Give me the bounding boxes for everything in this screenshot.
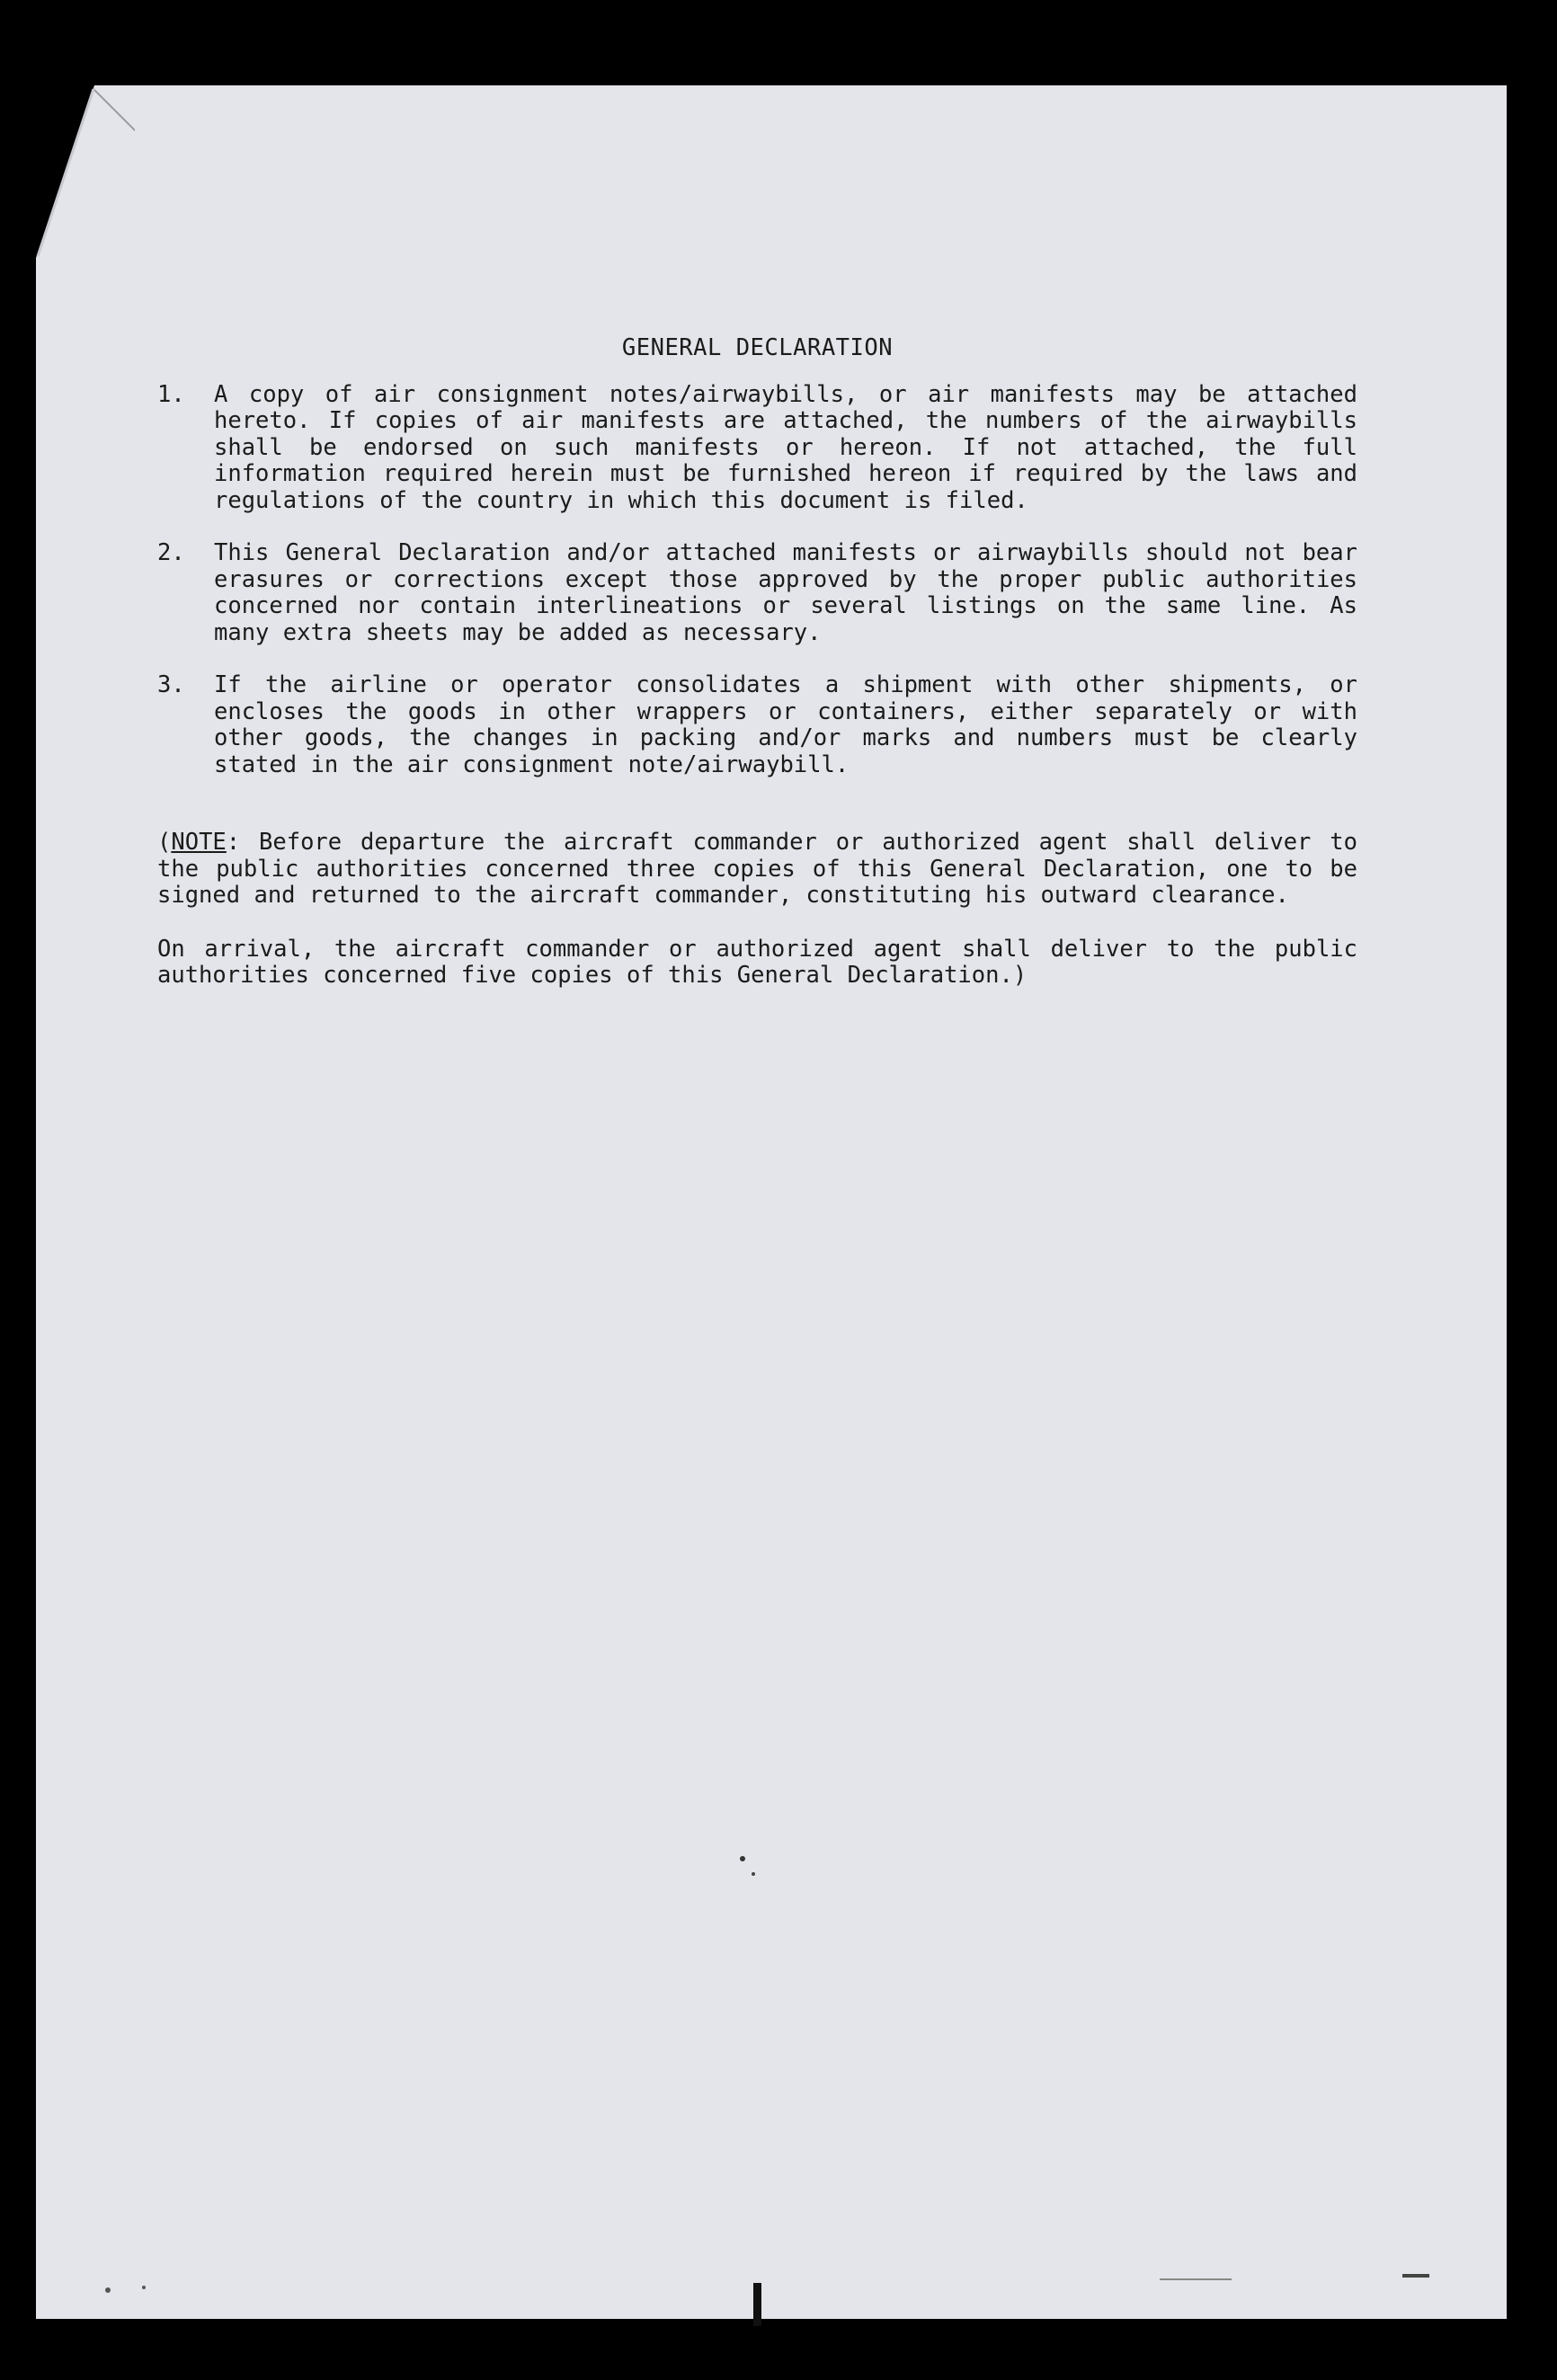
item-text: A copy of air consignment notes/airwaybills, or air manifests may be attached hereto. If copies of air manifests are attached, the numbers of the airwaybills shall be endorsed on such manifests or hereon. If not attached, the full information required herein must be furnished hereon if required by the laws and regulations of the country in which this document is filed. [214,380,1357,514]
document-title: GENERAL DECLARATION [621,334,894,361]
note-open-paren: ( [157,829,172,856]
item-text: If the airline or operator consolidates a shipment with other shipments, or encloses the goods in other wrappers or containers, either separately or with other goods, the changes in packing and/or marks and numbers must be clearly stated in the air consignment note/airwaybill. [214,671,1357,778]
note-text: Before departure the aircraft commander or authorized agent shall deliver to the public authorities concerned three copies of this General Declaration, one to be signed and returned to the aircraft commander, constituting his outward clearance. [157,829,1357,909]
note-colon: : [226,829,241,856]
item-number: 3. [157,671,185,698]
item-number: 2. [157,539,185,566]
item-number: 1. [157,380,185,408]
note-label: NOTE [171,829,227,856]
item-text: This General Declaration and/or attached manifests or airwaybills should not bear erasures or corrections except those approved by the proper public authorities concerned nor contain interlineations or several listings on the same line. As many extra sheets may be added as necessary. [214,539,1357,646]
arrival-paragraph: On arrival, the aircraft commander or authorized agent shall deliver to the public authorities concerned five copies of this General Declaration.) [157,935,1357,989]
